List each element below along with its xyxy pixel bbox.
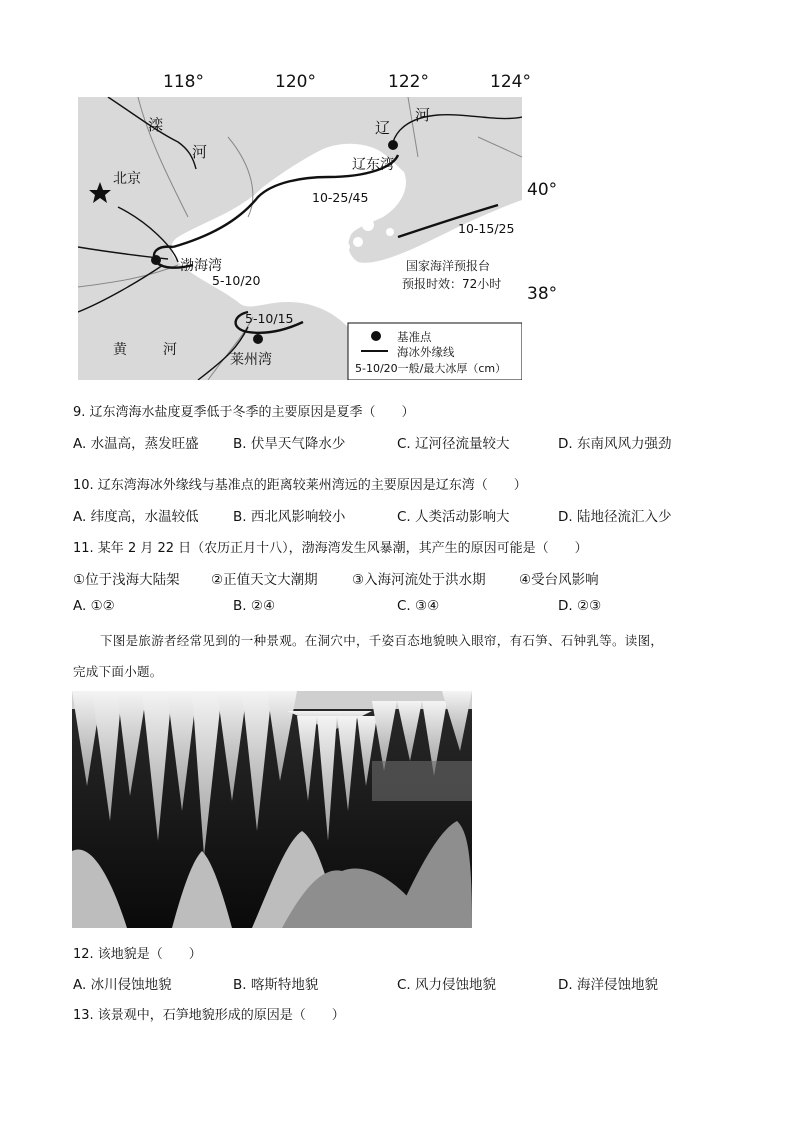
q11-statement-1: ①位于浅海大陆架 bbox=[73, 572, 180, 588]
q9-option-a: A. 水温高，蒸发旺盛 bbox=[73, 436, 199, 452]
place-liaodong-bay: 辽东湾 bbox=[352, 157, 394, 173]
base-point-laizhou bbox=[253, 334, 263, 344]
question-9-stem: 9. 辽东湾海水盐度夏季低于冬季的主要原因是夏季（ ） bbox=[73, 405, 415, 420]
q11-option-d: D. ②③ bbox=[558, 598, 602, 614]
q9-option-d: D. 东南风风力强劲 bbox=[558, 436, 672, 452]
q10-option-c: C. 人类活动影响大 bbox=[397, 509, 510, 525]
lon-label-120: 120° bbox=[275, 72, 316, 92]
bohai-sea-ice-map bbox=[78, 97, 522, 380]
lon-label-122: 122° bbox=[388, 72, 429, 92]
q11-option-c: C. ③④ bbox=[397, 598, 440, 614]
legend-point-icon bbox=[371, 331, 381, 341]
intro-line1: 下图是旅游者经常见到的一种景观。在洞穴中，千姿百态地貌映入眼帘，有石笋、石钟乳等。读图， bbox=[100, 633, 664, 648]
source-line2: 预报时效：72小时 bbox=[402, 277, 502, 291]
q11-option-b: B. ②④ bbox=[233, 598, 276, 614]
place-he1: 河 bbox=[192, 143, 208, 161]
q12-option-b: B. 喀斯特地貌 bbox=[233, 977, 319, 993]
q9-option-b: B. 伏旱天气降水少 bbox=[233, 436, 346, 452]
q11-statement-2: ②正值天文大潮期 bbox=[211, 572, 318, 588]
q9-option-c: C. 辽河径流量较大 bbox=[397, 436, 510, 452]
q10-option-d: D. 陆地径流汇入少 bbox=[558, 509, 672, 525]
place-laizhou-bay: 莱州湾 bbox=[230, 352, 272, 368]
q12-option-a: A. 冰川侵蚀地貌 bbox=[73, 977, 172, 993]
intro-line2: 完成下面小题。 bbox=[73, 664, 163, 679]
q12-option-c: C. 风力侵蚀地貌 bbox=[397, 977, 497, 993]
lat-label-40: 40° bbox=[527, 180, 558, 200]
karst-cave-photo bbox=[72, 691, 472, 928]
q11-statement-4: ④受台风影响 bbox=[519, 572, 599, 588]
lon-label-118: 118° bbox=[163, 72, 204, 92]
legend-point-label: 基准点 bbox=[397, 330, 432, 344]
q12-option-d: D. 海洋侵蚀地貌 bbox=[558, 977, 658, 993]
place-liao: 辽 bbox=[375, 119, 391, 137]
lon-label-124: 124° bbox=[490, 72, 531, 92]
question-11-stem: 11. 某年 2 月 22 日（农历正月十八），渤海湾发生风暴潮，其产生的原因可能是（ ） bbox=[73, 541, 588, 556]
place-he2: 河 bbox=[415, 106, 431, 124]
source-line1: 国家海洋预报台 bbox=[406, 259, 491, 273]
ice-label-bohai: 5-10/20 bbox=[212, 273, 261, 288]
place-huang: 黄 bbox=[113, 342, 127, 358]
question-12-stem: 12. 该地貌是（ ） bbox=[73, 947, 202, 962]
lat-label-38: 38° bbox=[527, 284, 558, 304]
place-luan: 滦 bbox=[148, 116, 164, 134]
q10-option-b: B. 西北风影响较小 bbox=[233, 509, 346, 525]
q11-statement-3: ③入海河流处于洪水期 bbox=[352, 572, 486, 588]
question-13-stem: 13. 该景观中，石笋地貌形成的原因是（ ） bbox=[73, 1008, 345, 1023]
place-he3: 河 bbox=[163, 342, 177, 358]
base-point-liaodong bbox=[388, 140, 398, 150]
q10-option-a: A. 纬度高，水温较低 bbox=[73, 509, 199, 525]
legend-line-label: 海冰外缘线 bbox=[397, 345, 455, 359]
legend-thickness-label: 5-10/20一般/最大冰厚（cm） bbox=[355, 362, 507, 375]
q11-option-a: A. ①② bbox=[73, 598, 115, 614]
place-bohai-bay: 渤海湾 bbox=[180, 258, 222, 274]
ice-label-liaodong: 10-25/45 bbox=[312, 190, 369, 205]
ice-label-east: 10-15/25 bbox=[458, 221, 515, 236]
ice-label-laizhou: 5-10/15 bbox=[245, 311, 294, 326]
question-10-stem: 10. 辽东湾海冰外缘线与基准点的距离较莱州湾远的主要原因是辽东湾（ ） bbox=[73, 478, 527, 493]
place-beijing: 北京 bbox=[113, 171, 141, 187]
